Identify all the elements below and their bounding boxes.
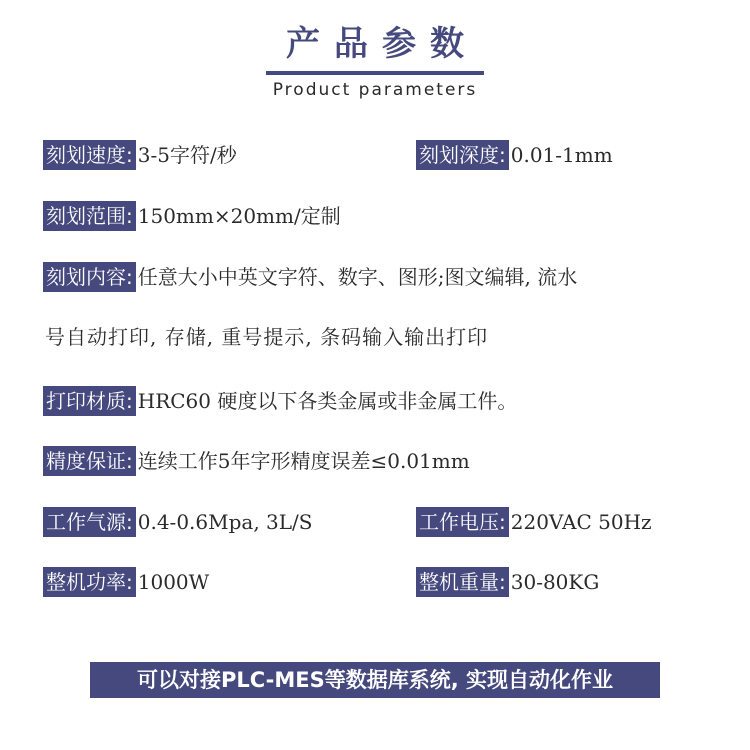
spec-label: 工作气源: (43, 507, 136, 537)
spec-value: HRC60 硬度以下各类金属或非金属工件。 (137, 389, 518, 413)
spec-value: 连续工作5年字形精度误差≤0.01mm (137, 449, 470, 473)
spec-engrave-depth (416, 140, 613, 170)
spec-engrave-content-continued: 号自动打印, 存储, 重号提示, 条码输入输出打印 (45, 325, 489, 349)
spec-value: 任意大小中英文字符、数字、图形;图文编辑, 流水 (137, 265, 578, 289)
spec-voltage (416, 507, 652, 537)
spec-label: 打印材质: (43, 386, 136, 416)
spec-value: 30-80KG (510, 570, 600, 594)
spec-label: 刻划深度: (416, 140, 509, 170)
spec-value: 220VAC 50Hz (510, 510, 652, 534)
page-subtitle: Product parameters (272, 80, 478, 100)
spec-label: 刻划速度: (43, 140, 136, 170)
spec-label: 刻划范围: (43, 201, 136, 231)
spec-power (43, 567, 209, 597)
integration-banner: 可以对接PLC-MES等数据库系统, 实现自动化作业 (90, 662, 660, 698)
spec-air-source (43, 507, 313, 537)
page-title: 产品参数 (286, 24, 478, 64)
spec-label: 整机重量: (416, 567, 509, 597)
spec-engrave-content (43, 262, 577, 292)
title-underline (266, 71, 484, 75)
spec-value: 0.01-1mm (510, 143, 613, 167)
spec-engrave-speed (43, 140, 237, 170)
spec-label: 精度保证: (43, 446, 136, 476)
spec-precision (43, 446, 470, 476)
spec-label: 工作电压: (416, 507, 509, 537)
title-wrap (0, 22, 750, 66)
spec-weight (416, 567, 599, 597)
spec-value: 0.4-0.6Mpa, 3L/S (137, 510, 313, 534)
spec-value: 1000W (137, 570, 210, 594)
spec-label: 整机功率: (43, 567, 136, 597)
spec-engrave-range (43, 201, 341, 231)
spec-print-material (43, 386, 517, 416)
spec-value: 150mm×20mm/定制 (137, 204, 341, 228)
spec-label: 刻划内容: (43, 262, 136, 292)
spec-value: 3-5字符/秒 (137, 143, 237, 167)
